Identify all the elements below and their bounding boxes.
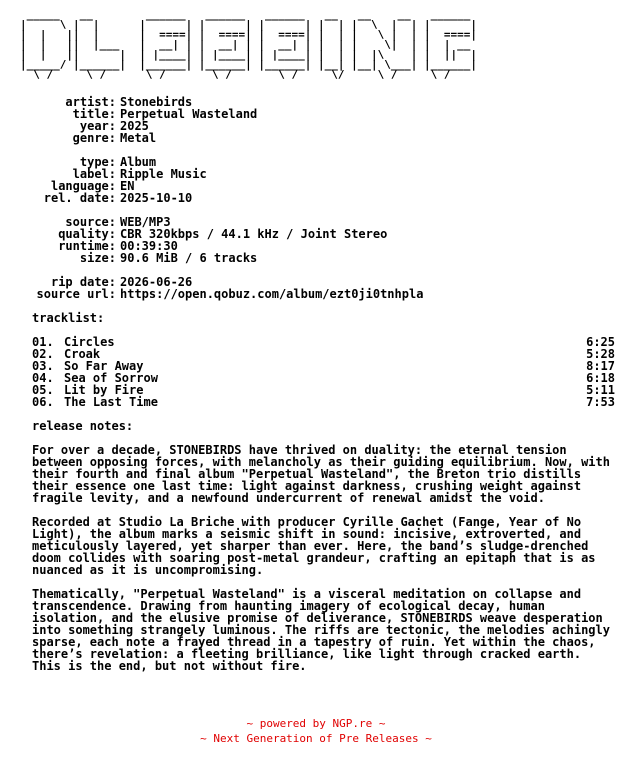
release-notes-paragraph: Thematically, "Perpetual Wasteland" is a visceral meditation on collapse and transcendence. Drawing from haunting imagery of ecological decay, human isolation, and the elusive promise of deliverance, STONEBIRDS weave desperation into something strangely luminous. The riffs are tectonic, the melodies achingly sparse, each note a frayed thread in a tapestry of ruin. Yet within the chaos, there’s revelation: a fleeting brilliance, like light through cracked earth. This is the end, but not without fire. <box>32 587 610 673</box>
info-label: artist: <box>65 95 116 109</box>
nfo-body <box>20 96 620 672</box>
track-duration: 5:11 <box>586 383 615 397</box>
info-value: 2025 <box>120 119 149 133</box>
info-value: 2025-10-10 <box>120 191 193 205</box>
ascii-banner <box>20 10 614 88</box>
info-row-source-url <box>20 288 620 300</box>
track-number: 04. <box>32 371 54 385</box>
track-number: 05. <box>32 383 54 397</box>
release-notes-heading: release notes: <box>32 419 134 433</box>
track-duration: 8:17 <box>586 359 615 373</box>
info-label: source url: <box>36 287 116 301</box>
footer-tagline: ~ Next Generation of Pre Releases ~ <box>200 732 432 745</box>
info-value: Ripple Music <box>120 167 207 181</box>
release-notes-paragraph: For over a decade, STONEBIRDS have thrived on duality: the eternal tension between opposing forces, with melancholy as their guiding equilibrium. Now, with their fourth and final album "Perpetual Wasteland", the Breton trio distills their essence one last time: light against darkness, crushing weight against fragile levity, and a newfound undercurrent of renewal amidst the void. <box>32 443 610 505</box>
info-value: Album <box>120 155 157 169</box>
info-value: EN <box>120 179 135 193</box>
ascii-banner-art: _____ __ ______ ______ ______ __ __ __ ______ | \ | | | | | | | | | | | \ | | | | | | || | | ====| | ====| | ====| | | | \ | | | ====| | | || |___ | __| | | __| | | __| | | | | \| | | | __ | | || | | |____| | |____| | |____| | | | |\ | | || | |_____/ |______| |______| |______| |______| |__| |__| \___| |______| \ / \ / \ / \ / \ / \/ \ / \ / <box>20 8 477 81</box>
info-value: Stonebirds <box>120 95 193 109</box>
footer-powered-by[interactable]: ~ powered by NGP.re ~ <box>246 717 386 730</box>
source-url-link[interactable]: https://open.qobuz.com/album/ezt0ji0tnhpla <box>120 287 424 301</box>
release-notes-paragraph: Recorded at Studio La Briche with producer Cyrille Gachet (Fange, Year of No Light), the album marks a seismic shift in sound: incisive, extroverted, and meticulously layered, yet sharper than ever. Here, the band’s sludge-drenched doom collides with soaring post-metal grandeur, crafting an epitaph that is as nuanced as it is uncompromising. <box>32 515 596 577</box>
track-row <box>20 396 615 408</box>
info-value: 90.6 MiB / 6 tracks <box>120 251 258 265</box>
info-label: source: <box>65 215 116 229</box>
info-value: Metal <box>120 131 157 145</box>
info-value: CBR 320kbps / 44.1 kHz / Joint Stereo <box>120 227 388 241</box>
track-duration: 7:53 <box>586 395 615 409</box>
track-duration: 6:18 <box>586 371 615 385</box>
track-row <box>20 336 615 348</box>
track-title: Lit by Fire <box>64 383 144 397</box>
info-label: type: <box>79 155 116 169</box>
footer <box>0 716 632 746</box>
info-value: WEB/MP3 <box>120 215 171 229</box>
info-label: rel. date: <box>43 191 116 205</box>
info-value: 00:39:30 <box>120 239 178 253</box>
track-duration: 5:28 <box>586 347 615 361</box>
track-number: 06. <box>32 395 54 409</box>
info-label: quality: <box>58 227 116 241</box>
track-duration: 6:25 <box>586 335 615 349</box>
info-label: year: <box>79 119 116 133</box>
info-row-size <box>20 252 620 264</box>
info-label: genre: <box>72 131 116 145</box>
info-label: runtime: <box>58 239 116 253</box>
info-value: Perpetual Wasteland <box>120 107 258 121</box>
info-value: 2026-06-26 <box>120 275 193 289</box>
track-title: So Far Away <box>64 359 144 373</box>
info-label: rip date: <box>50 275 116 289</box>
track-title: Sea of Sorrow <box>64 371 158 385</box>
track-title: The Last Time <box>64 395 158 409</box>
tracklist-heading: tracklist: <box>32 311 105 325</box>
info-label: size: <box>79 251 116 265</box>
info-label: language: <box>50 179 116 193</box>
info-row-rel-date <box>20 192 620 204</box>
info-label: title: <box>72 107 116 121</box>
track-number: 01. <box>32 335 54 349</box>
track-number: 02. <box>32 347 54 361</box>
track-number: 03. <box>32 359 54 373</box>
info-row-genre <box>20 132 620 144</box>
track-title: Croak <box>64 347 101 361</box>
track-title: Circles <box>64 335 115 349</box>
info-label: label: <box>72 167 116 181</box>
